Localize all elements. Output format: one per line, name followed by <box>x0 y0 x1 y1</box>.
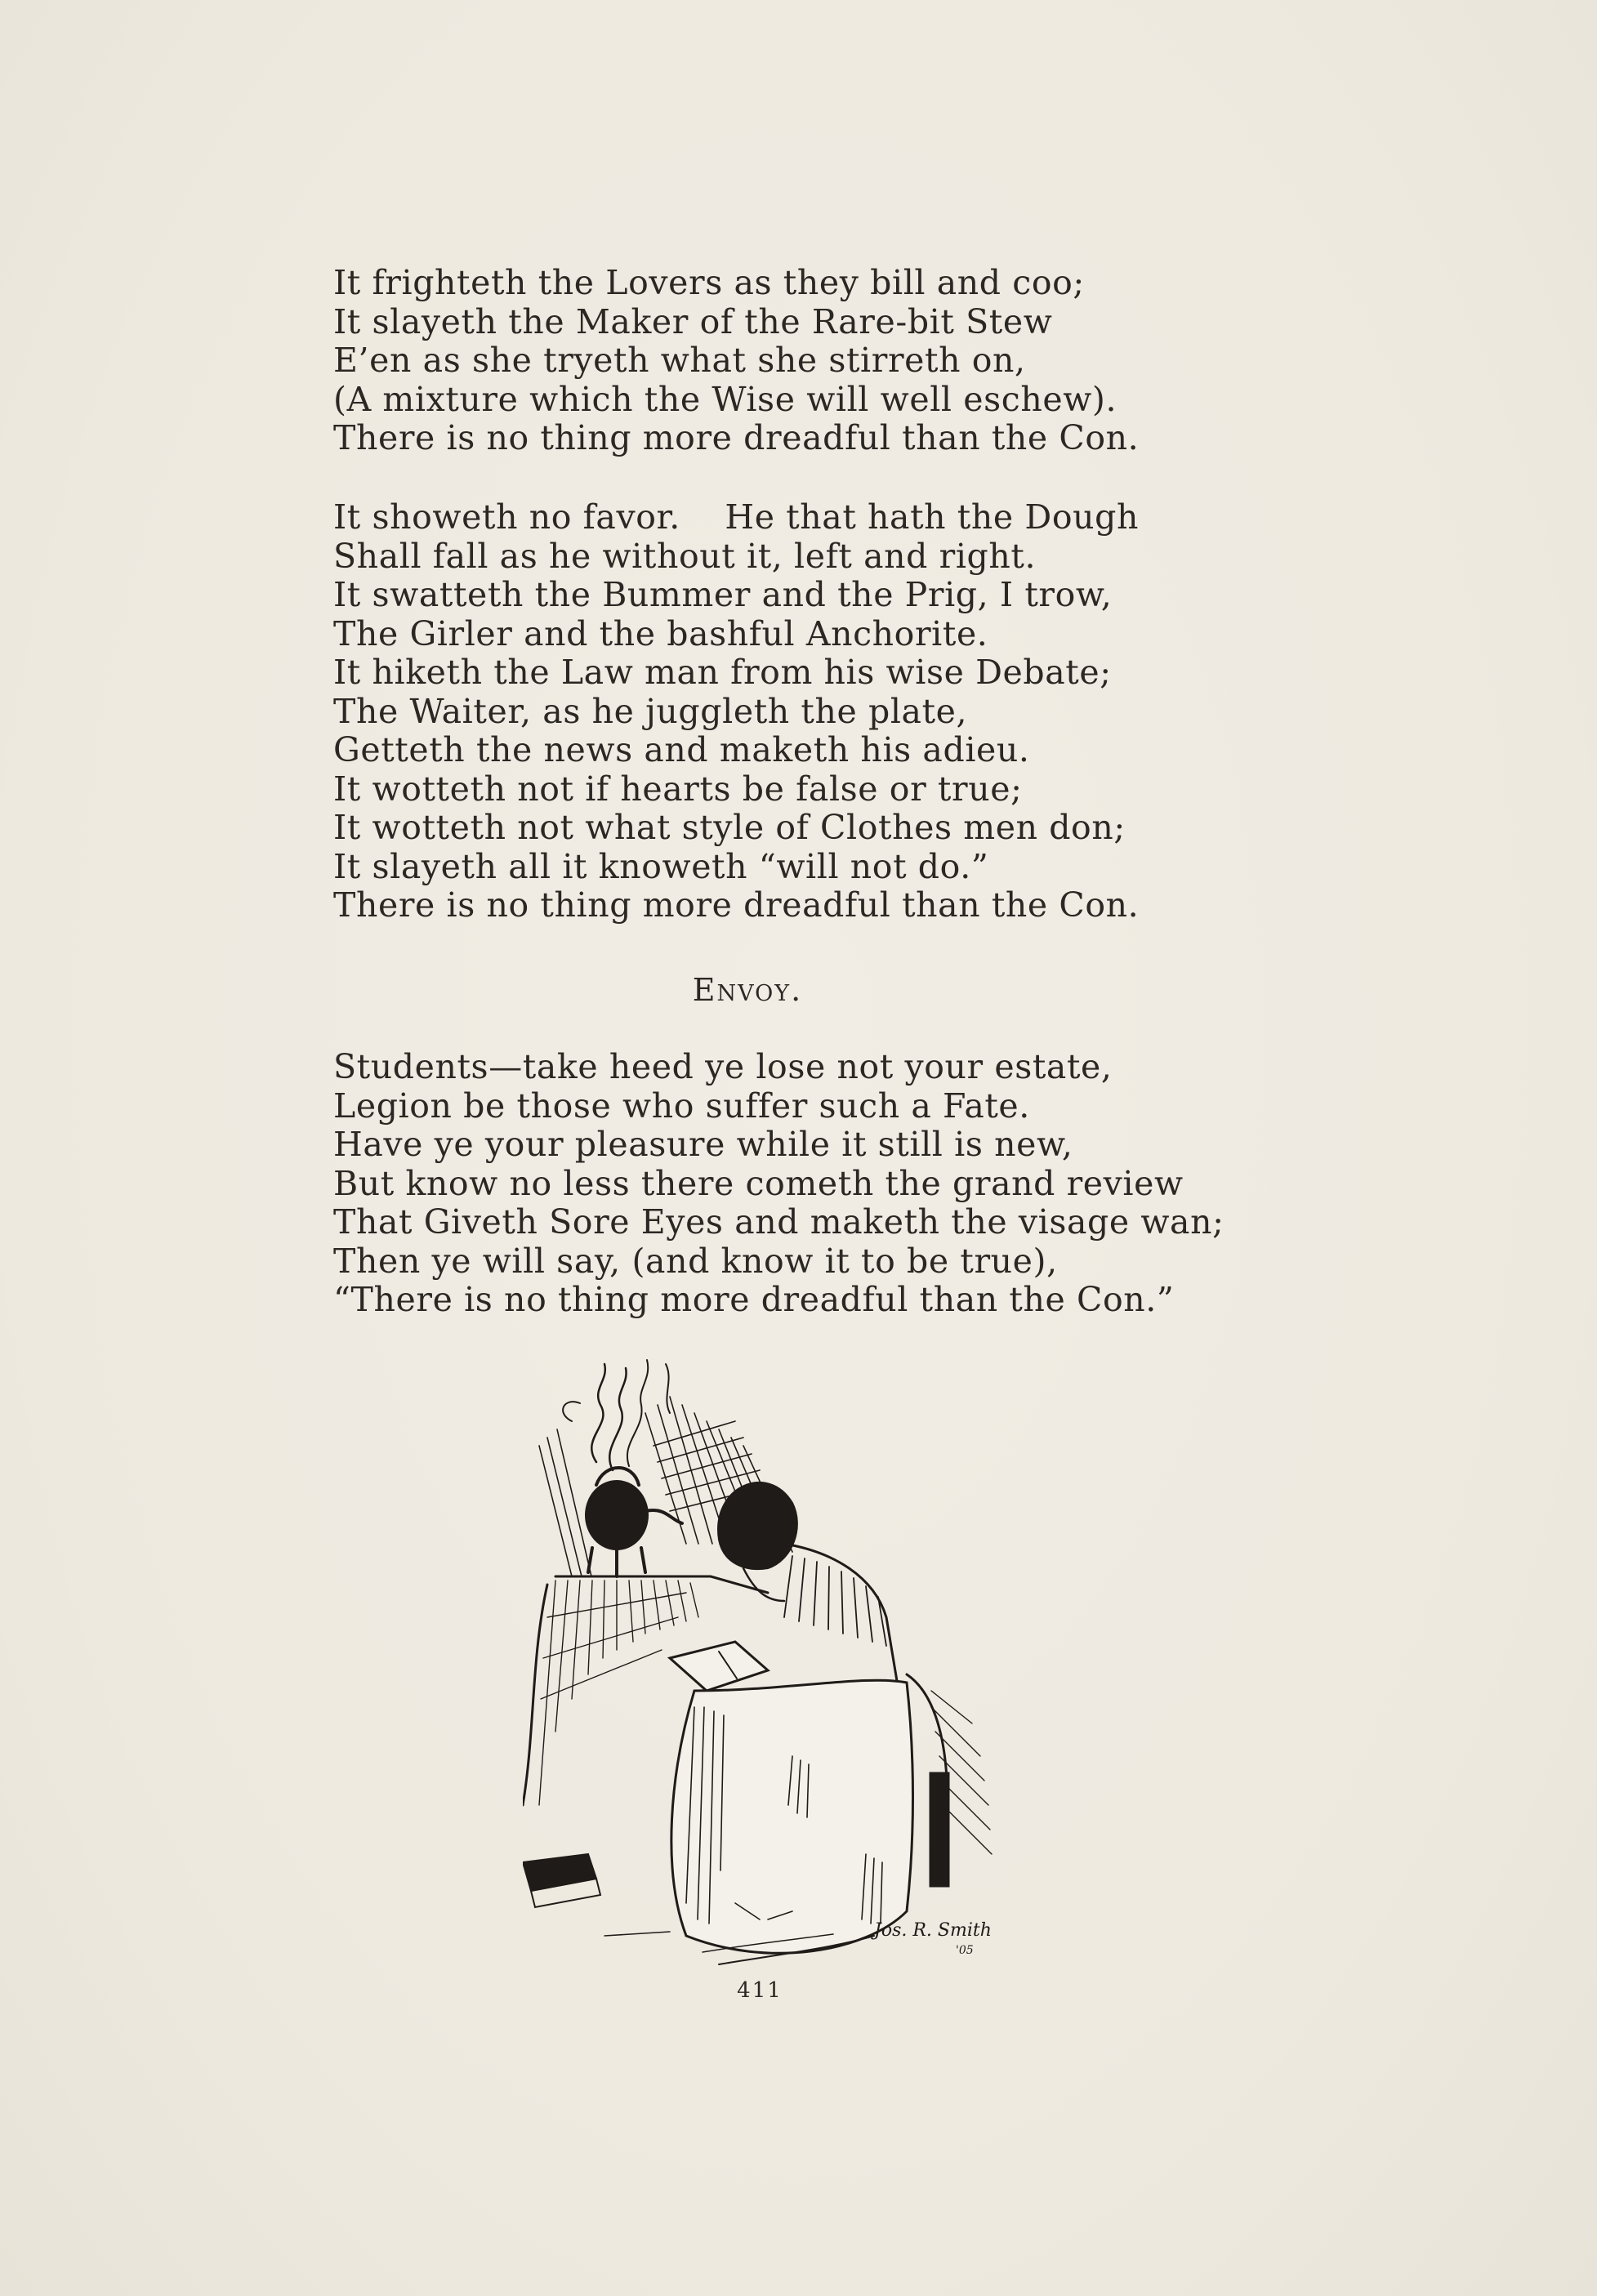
poem-line: Legion be those who suffer such a Fate. <box>333 1086 1030 1126</box>
poem-line: Getteth the news and maketh his adieu. <box>333 730 1030 769</box>
illustration-drawing <box>523 1348 1013 1968</box>
poem-line: That Giveth Sore Eyes and maketh the visage wan; <box>333 1202 1225 1242</box>
poem-line: (A mixture which the Wise will well eschew). <box>333 379 1117 419</box>
poem-line: It frighteth the Lovers as they bill and coo; <box>333 263 1085 302</box>
poem-line: Then ye will say, (and know it to be true), <box>333 1241 1058 1281</box>
poem-line: There is no thing more dreadful than the Con. <box>333 418 1140 457</box>
envoy-heading: Envoy. <box>692 972 803 1008</box>
poem-line: It slayeth the Maker of the Rare-bit Stew <box>333 301 1053 341</box>
envoy-stanza <box>333 1048 1225 1320</box>
pen-illustration-student-reading <box>523 1348 1013 1968</box>
page-number: 411 <box>737 1978 783 2003</box>
illustration-signature-year: '05 <box>956 1944 974 1957</box>
poem-line: There is no thing more dreadful than the Con. <box>333 885 1140 925</box>
poem-line: It wotteth not what style of Clothes men don; <box>333 808 1126 847</box>
poem-line: It showeth no favor. He that hath the Dough <box>333 497 1139 537</box>
poem-line: The Girler and the bashful Anchorite. <box>333 613 988 653</box>
poem-line: It hiketh the Law man from his wise Debate; <box>333 653 1112 692</box>
stanza-2 <box>333 498 1139 925</box>
poem-line: “There is no thing more dreadful than the Con.” <box>333 1280 1175 1319</box>
poem-line: The Waiter, as he juggleth the plate, <box>333 691 968 731</box>
poem-line: It wotteth not if hearts be false or true; <box>333 769 1023 809</box>
poem-line: It swatteth the Bummer and the Prig, I trow, <box>333 575 1113 614</box>
poem-line: E’en as she tryeth what she stirreth on, <box>333 341 1026 380</box>
poem-line: It slayeth all it knoweth “will not do.” <box>333 846 989 886</box>
poem-line: But know no less there cometh the grand review <box>333 1163 1184 1203</box>
poem-line: Shall fall as he without it, left and right. <box>333 536 1037 576</box>
stanza-1 <box>333 264 1139 458</box>
illustration-signature: Jos. R. Smith <box>874 1920 992 1941</box>
poem-line: Students—take heed ye lose not your estate, <box>333 1047 1113 1086</box>
poem-line: Have ye your pleasure while it still is new, <box>333 1125 1073 1164</box>
